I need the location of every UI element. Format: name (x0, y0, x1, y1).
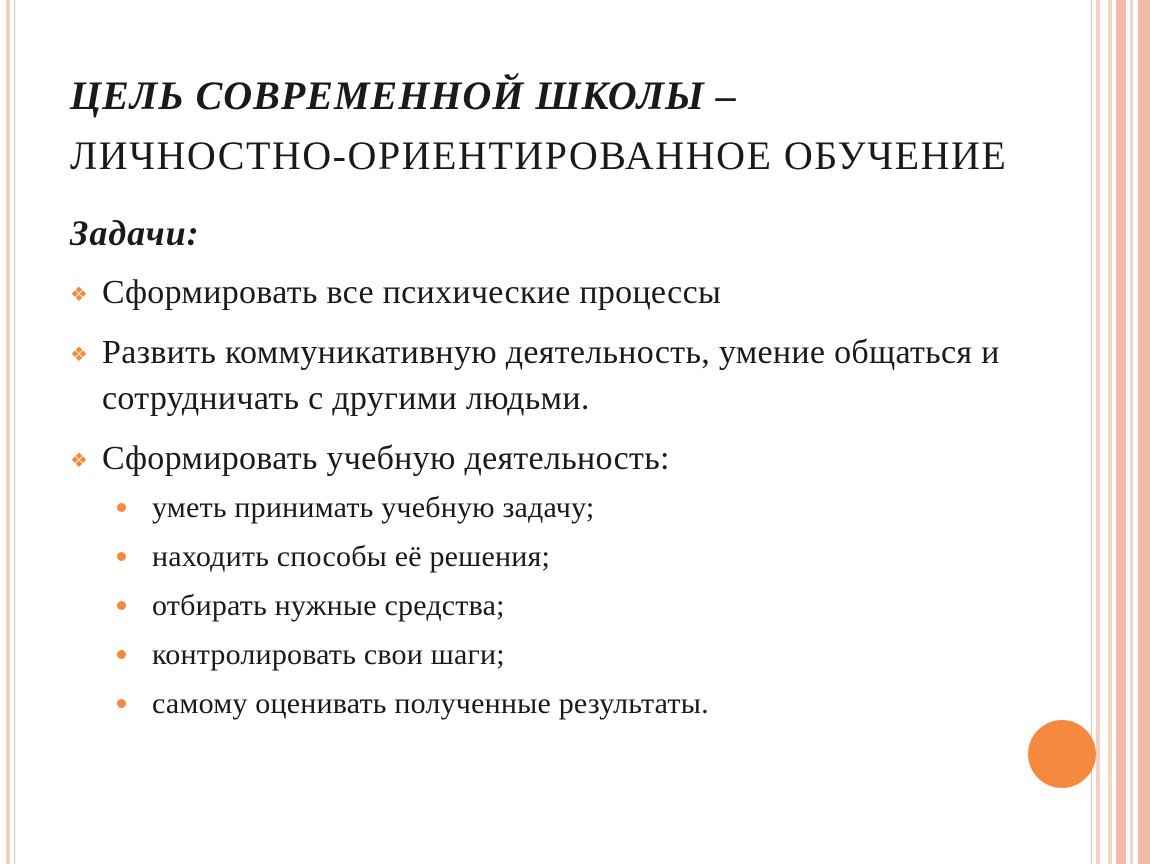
task-text: Развить коммуникативную деятельность, умение общаться и сотрудничать с другими людьми. (102, 334, 1000, 417)
dot-bullet-icon (117, 699, 126, 708)
task-text: Сформировать учебную деятельность: (102, 440, 670, 477)
dot-bullet-icon (117, 650, 126, 659)
subtask-text: уметь принимать учебную задачу; (152, 491, 595, 524)
decorative-stripe (1108, 0, 1112, 864)
tasks-heading: Задачи: (70, 213, 200, 253)
diamond-bullet-icon: ❖ (70, 450, 89, 472)
slide-content (70, 208, 1070, 738)
decorative-stripe (1138, 0, 1150, 864)
subtask-text: находить способы её решения; (152, 540, 551, 573)
subtasks-list (102, 488, 1070, 724)
subtask-text: контролировать свои шаги; (152, 638, 505, 671)
dot-bullet-icon (117, 552, 126, 561)
subtask-item (102, 488, 1070, 528)
subtask-item (102, 537, 1070, 577)
tasks-list (70, 270, 1070, 724)
task-item (70, 270, 1070, 316)
subtask-item (102, 635, 1070, 675)
diamond-bullet-icon: ❖ (70, 284, 89, 306)
title-line-1: ЦЕЛЬ СОВРЕМЕННОЙ ШКОЛЫ – (70, 73, 737, 118)
title-line-2: ЛИЧНОСТНО-ОРИЕНТИРОВАННОЕ ОБУЧЕНИЕ (70, 133, 1008, 178)
decorative-stripe (1130, 0, 1133, 864)
task-item (70, 436, 1070, 724)
dot-bullet-icon (117, 601, 126, 610)
dot-bullet-icon (117, 503, 126, 512)
subtask-text: отбирать нужные средства; (152, 589, 505, 622)
task-item (70, 330, 1070, 422)
subtask-text: самому оценивать полученные результаты. (152, 687, 709, 720)
decorative-stripe (1116, 0, 1126, 864)
subtask-item (102, 586, 1070, 626)
diamond-bullet-icon: ❖ (70, 344, 89, 366)
subtask-item (102, 684, 1070, 724)
slide-title (70, 66, 1080, 186)
task-text: Сформировать все психические процессы (102, 274, 722, 311)
